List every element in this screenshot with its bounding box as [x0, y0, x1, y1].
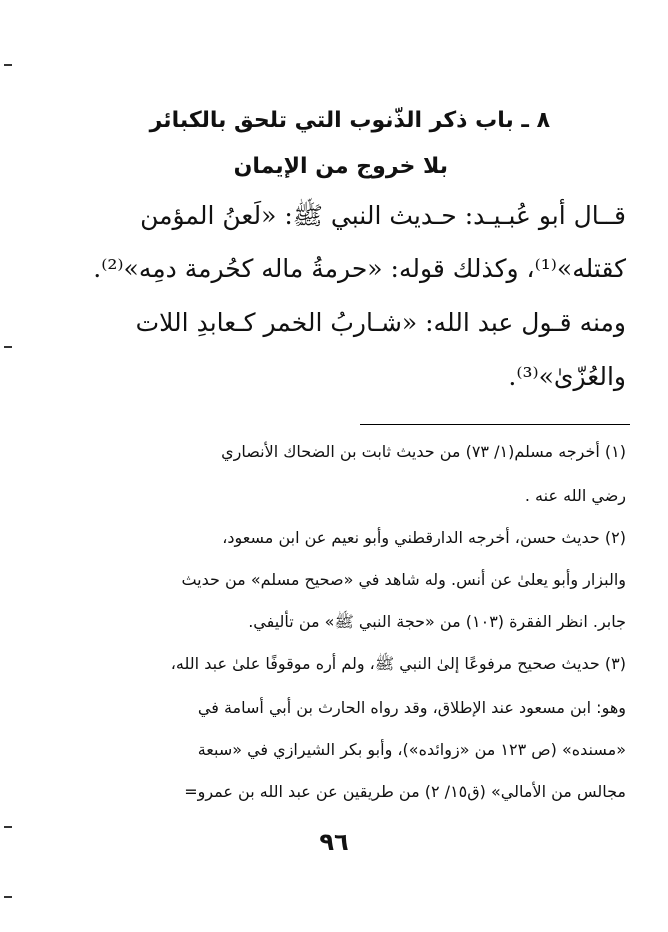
margin-mark: [4, 346, 12, 348]
footnote-line: «مسنده» (ص ١٢٣ من «زوائده»)، وأبو بكر الشيرازي في «سبعة: [197, 740, 626, 759]
footnote-line: وهو: ابن مسعود عند الإطلاق، وقد رواه الحارث بن أبي أسامة في: [197, 698, 626, 717]
footnote-line: (٣) حديث صحيح مرفوعًا إلىٰ النبي ﷺ، ولم أره موقوفًا علىٰ عبد الله،: [170, 654, 626, 673]
footnote-line: مجالس من الأمالي» (ق١٥/ ٢) من طريقين عن عبد الله بن عمرو=: [184, 782, 626, 801]
body-line: قــال أبو عُبـيـد: حـديث النبي ﷺ: «لَعنُ المؤمن: [140, 201, 626, 230]
footnote-line: رضي الله عنه .: [524, 486, 626, 505]
chapter-heading-line-1: ٨ ـ باب ذكر الذّنوب التي تلحق بالكبائر: [149, 108, 550, 133]
page-number: ٩٦: [319, 828, 349, 856]
footnote-line: جابر. انظر الفقرة (١٠٣) من «حجة النبي ﷺ» من تأليفي.: [248, 612, 626, 631]
footnote-line: (١) أخرجه مسلم(١/ ٧٣) من حديث ثابت بن الضحاك الأنصاري: [221, 442, 626, 461]
footnote-separator: [360, 424, 630, 425]
chapter-heading-line-2: بلا خروج من الإيمان: [233, 154, 448, 179]
footnote-line: والبزار وأبو يعلىٰ عن أنس. وله شاهد في «صحيح مسلم» من حديث: [181, 570, 626, 589]
margin-mark: [4, 64, 12, 66]
body-line: ومنه قـول عبد الله: «شـاربُ الخمر كـعابدِ اللات: [135, 308, 626, 337]
body-line: والعُزّىٰ»⁽³⁾.: [508, 362, 626, 391]
margin-mark: [4, 896, 12, 898]
body-line: كقتله»⁽¹⁾، وكذلك قوله: «حرمةُ ماله كحُرمة دمِه»⁽²⁾.: [93, 254, 626, 283]
footnote-line: (٢) حديث حسن، أخرجه الدارقطني وأبو نعيم عن ابن مسعود،: [222, 528, 626, 547]
